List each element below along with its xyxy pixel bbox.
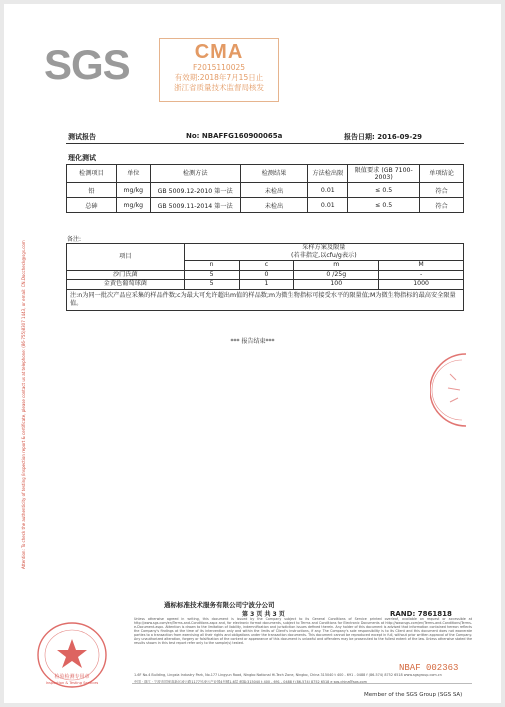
cma-number: F2015110025	[192, 63, 246, 72]
header-unit: 单位	[116, 165, 150, 183]
report-number-value: NBAFFG160900065a	[201, 132, 283, 140]
cell-unit: mg/kg	[116, 198, 150, 213]
cell-c: 1	[239, 280, 294, 290]
header-divider	[66, 143, 464, 144]
scheme-subtitle: (若非指定,以cfu/g表示)	[291, 252, 357, 259]
header-scheme	[184, 244, 463, 261]
cert-stamp-en: Inspection & Testing Services	[45, 681, 99, 685]
sgs-logo: SGS	[44, 41, 130, 88]
authenticity-side-note	[21, 99, 31, 569]
cell-item: 总砷	[67, 198, 117, 213]
report-number	[186, 132, 282, 140]
table-header-row	[67, 244, 464, 261]
section-title: 理化测试	[68, 154, 96, 162]
sgs-group-membership: Member of the SGS Group (SGS SA)	[364, 692, 463, 698]
terms-fine-print: Unless otherwise agreed in writing, this document is issued by the Company subject to its General Conditions of Service printed overleaf, available on request or accessible at http://www.sgs.com/en/Terms-and-Conditions.aspx and, for electronic format documents, subject to Terms and Conditions for Electronic Documents at http://www.sgs.com/en/Terms-and-Conditions/Terms-e-Document.aspx. Attention is drawn to the limitation of liability, indemnification and jurisdiction issues defined therein. Any holder of this document is advised that information contained hereon reflects the Company's findings at the time of its intervention only and within the limits of Client's instructions, if any. The Company's sole responsibility is to its Client and this document does not exonerate parties to a transaction from exercising all their rights and obligations under the transaction documents. This document cannot be reproduced except in full, without prior written approval of the Company. Any unauthorized alteration, forgery or falsification of the content or appearance of this document is unlawful and offenders may be prosecuted to the fullest extent of the law. Unless otherwise stated the results shown in this test report refer only to the sample(s) tested.	[134, 617, 472, 645]
cma-mark: CMA	[194, 41, 244, 63]
rand-value: 7861818	[417, 610, 452, 618]
header-conclusion: 单项结论	[420, 165, 464, 183]
header-n: n	[184, 261, 239, 271]
micro-sampling-table	[66, 243, 464, 311]
side-note-text: Attention: To check the authenticity of testing /inspection report & certificate, please contact us at telephone: (86-755)8307 1443, or email: CN.Doccheck@sgs.com	[21, 240, 26, 569]
table-row	[67, 198, 464, 213]
remark-label: 备注:	[67, 236, 82, 243]
cma-valid-until: 有效期:2018年7月15日止	[174, 73, 264, 82]
header-c: c	[239, 261, 294, 271]
table-row	[67, 183, 464, 198]
header-item: 项目	[67, 244, 185, 271]
header-m-upper: M	[379, 261, 464, 271]
cell-n: 5	[184, 270, 239, 280]
cell-item: 沙门氏菌	[67, 270, 185, 280]
footer-organization: 通标标准技术服务有限公司宁波分公司	[164, 601, 275, 609]
header-item: 检测项目	[67, 165, 117, 183]
cell-item: 金黄色葡萄球菌	[67, 280, 185, 290]
cell-result: 未检出	[240, 198, 308, 213]
header-method: 检测方法	[150, 165, 240, 183]
cell-c: 0	[239, 270, 294, 280]
cell-m-lower: 100	[294, 280, 379, 290]
report-date-value: 2016-09-29	[377, 133, 423, 141]
header-detection-limit: 方法检出限	[308, 165, 348, 183]
nbaf-serial: NBAF 002363	[399, 663, 459, 673]
footer-divider	[132, 683, 472, 684]
report-page	[4, 4, 501, 703]
scheme-title: 采样方案及限量	[302, 244, 346, 251]
header-m-lower: m	[294, 261, 379, 271]
cell-limit: ≤ 0.5	[348, 198, 420, 213]
table-row	[67, 270, 464, 280]
cell-m-upper: -	[379, 270, 464, 280]
cert-stamp-label: 检验检测专用章	[54, 674, 90, 680]
address-en: 1-6F No.4 Building, Lingxia Industry Park, No.177 Lingyun Road, Ningbo National Hi-Tech Zone, Ningbo, China 315040 t 400 - 691 - 0488 f (86-574) 8752 6518 www.sgsgroup.com.cn	[134, 673, 442, 677]
cell-n: 5	[184, 280, 239, 290]
header-limit-requirement: 限值要求 (GB 7100-2003)	[348, 165, 420, 183]
cell-method: GB 5009.12-2010 第一法	[150, 183, 240, 198]
report-number-label: No:	[186, 132, 200, 140]
rand-label: RAND:	[390, 610, 416, 618]
address-cn: 中国 · 浙江 · 宁波市国家高新区凌云路1177号凌云产业园4号楼1-6层 邮编:315040 t 400 - 691 - 0488 f (86-574) 8752 6518 e sgs.china@sgs.com	[134, 680, 367, 684]
cell-unit: mg/kg	[116, 183, 150, 198]
cell-method: GB 5009.11-2014 第一法	[150, 198, 240, 213]
cell-conclusion: 符合	[420, 198, 464, 213]
red-seal-stamp	[430, 350, 470, 430]
header-result: 检测结果	[240, 165, 308, 183]
report-date-label: 报告日期:	[344, 133, 375, 141]
table-row	[67, 280, 464, 290]
cell-result: 未检出	[240, 183, 308, 198]
report-label: 测试报告	[68, 133, 96, 141]
cell-item: 铅	[67, 183, 117, 198]
table-note-row	[67, 289, 464, 310]
cell-limit: ≤ 0.5	[348, 183, 420, 198]
cma-certification-stamp	[159, 38, 279, 102]
cma-authority: 浙江省质量技术监督局核发	[174, 83, 264, 92]
physchem-results-table	[66, 164, 464, 213]
cell-m-upper: 1000	[379, 280, 464, 290]
report-end-marker: *** 报告结束***	[230, 338, 275, 345]
page-number: 第 3 页 共 3 页	[242, 611, 285, 618]
inspection-seal-stamp	[22, 619, 126, 699]
cell-detection-limit: 0.01	[308, 183, 348, 198]
report-date	[344, 132, 422, 142]
cell-m-lower: 0 /25g	[294, 270, 379, 280]
table-header-row	[67, 165, 464, 183]
cell-detection-limit: 0.01	[308, 198, 348, 213]
cell-conclusion: 符合	[420, 183, 464, 198]
table-note: 注:n为同一批次产品应采集的样品件数;c为最大可允许超出m值的样品数;m为微生物指标可接受水平的限量值;M为微生物指标的最高安全限量值。	[67, 289, 464, 310]
